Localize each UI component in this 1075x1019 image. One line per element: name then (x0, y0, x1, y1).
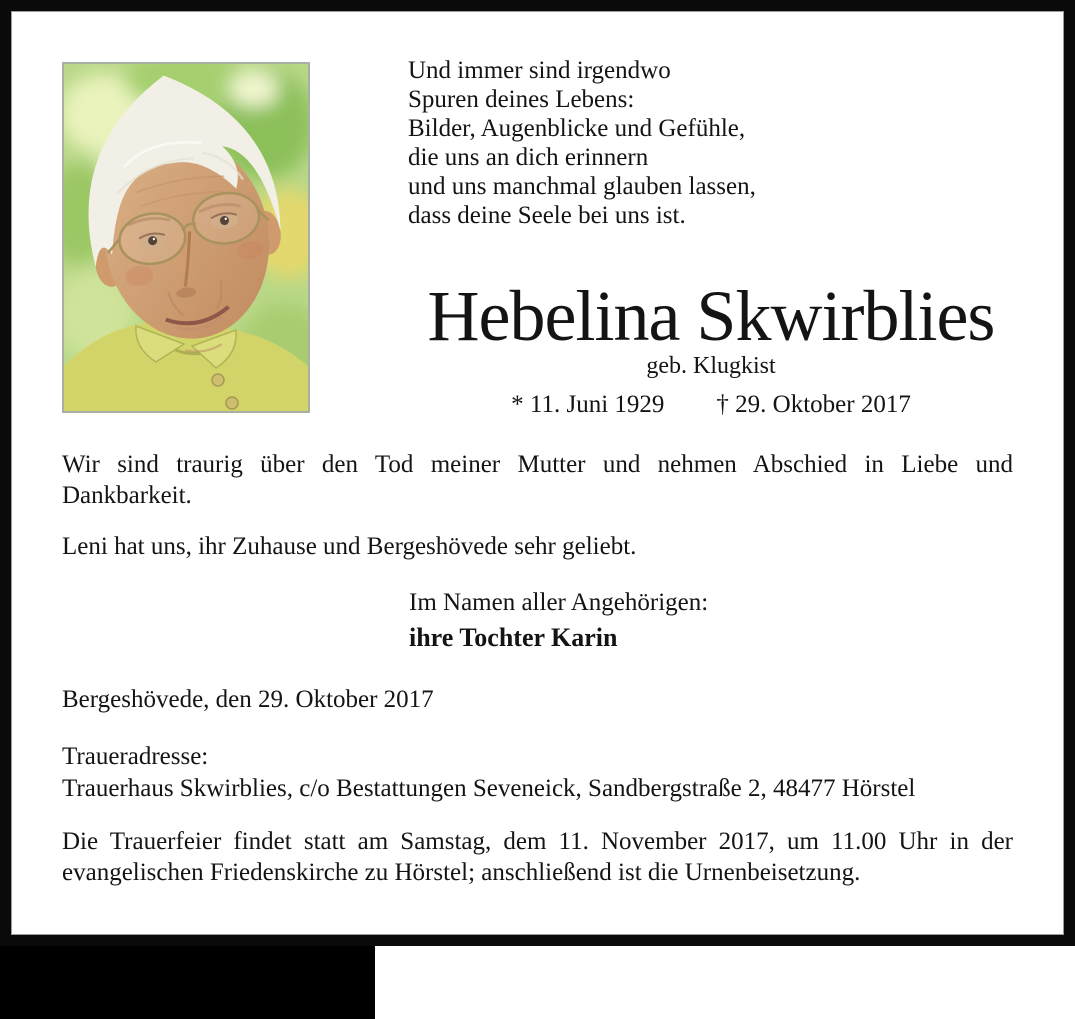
poem-line: und uns manchmal glauben lassen, (408, 173, 756, 200)
poem-line: Und immer sind irgendwo (408, 57, 671, 84)
poem-line: Spuren deines Lebens: (408, 86, 635, 113)
portrait-illustration (64, 64, 308, 411)
portrait-photo (62, 62, 310, 413)
funeral-line: Die Trauerfeier findet statt am Samstag, dem 11. November 2017, um 11.00 Uhr in der (62, 828, 1013, 855)
poem-line: Bilder, Augenblicke und Gefühle, (408, 115, 746, 142)
poem-line: dass deine Seele bei uns ist. (408, 202, 686, 229)
shirt-button (212, 374, 224, 386)
funeral-line: evangelischen Friedenskirche zu Hörstel; anschließend ist die Urnenbeisetzung. (62, 859, 861, 886)
maiden-name: geb. Klugkist (646, 353, 776, 379)
grief-paragraph (62, 449, 1013, 511)
scan-edge-black-block (0, 946, 375, 1019)
place-dateline: Bergeshövede, den 29. Oktober 2017 (62, 686, 434, 713)
remembrance-line: Leni hat uns, ihr Zuhause und Bergeshövede sehr geliebt. (62, 533, 637, 560)
on-behalf-line: Im Namen aller Angehörigen: (409, 589, 709, 616)
birth-date: * 11. Juni 1929 (511, 391, 665, 418)
funeral-info-paragraph (62, 826, 1013, 888)
death-date: † 29. Oktober 2017 (716, 391, 911, 418)
deceased-name: Hebelina Skwirblies (427, 276, 995, 356)
life-dates (408, 390, 1014, 419)
memorial-poem (408, 56, 756, 230)
signature-line: ihre Tochter Karin (409, 623, 618, 652)
mourning-address: Trauerhaus Skwirblies, c/o Bestattungen Seveneick, Sandbergstraße 2, 48477 Hörstel (62, 775, 916, 802)
grief-line: Wir sind traurig über den Tod meiner Mutter und nehmen Abschied in Liebe und (62, 451, 1013, 478)
mourning-address-label: Traueradresse: (62, 743, 209, 770)
poem-line: die uns an dich erinnern (408, 144, 649, 171)
shirt-button (226, 397, 238, 409)
grief-line: Dankbarkeit. (62, 482, 192, 509)
